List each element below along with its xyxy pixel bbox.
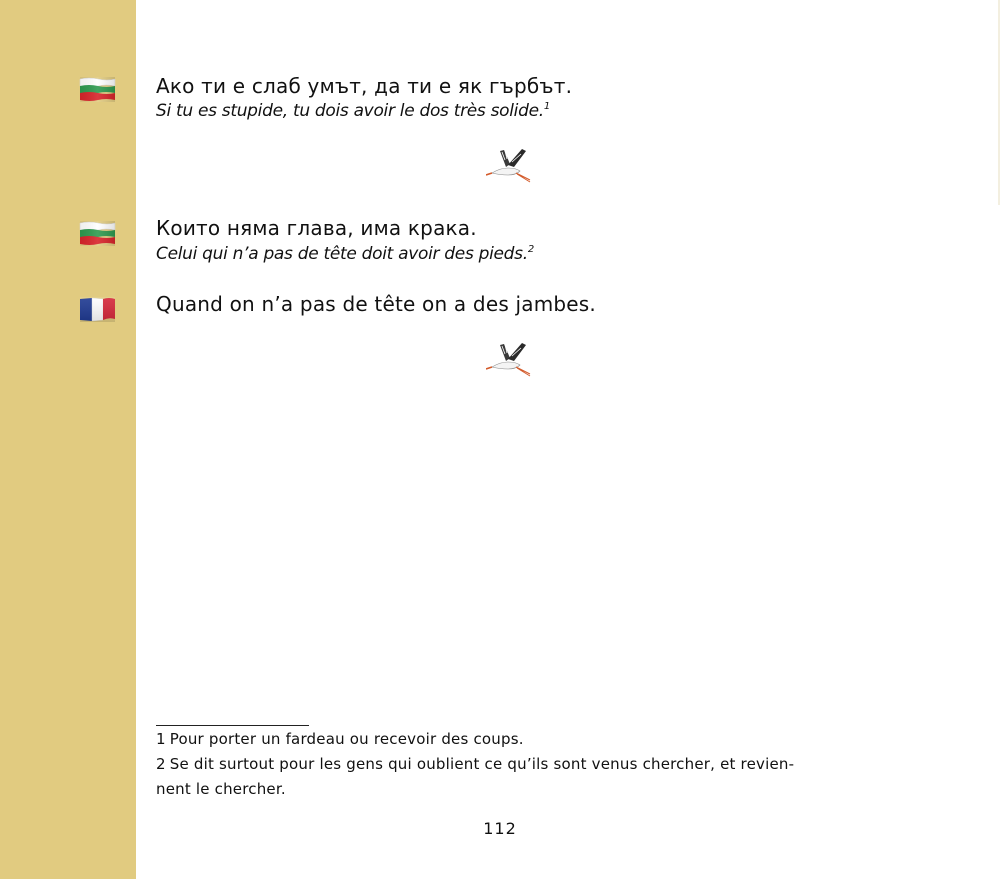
footnote-2-continuation: nent le chercher.	[156, 780, 286, 798]
footnote-ref-1[interactable]: 1	[543, 101, 550, 112]
proverb-french: Quand on n’a pas de tête on a des jambes.	[156, 292, 596, 316]
footnote-text: Se dit surtout pour les gens qui oublient ce qu’ils sont venus chercher, et revien-	[169, 755, 795, 773]
page-number: 112	[483, 819, 517, 838]
translation-french-2	[156, 244, 534, 264]
bulgaria-flag-icon	[79, 221, 116, 246]
footnote-text: Pour porter un fardeau ou recevoir des coups.	[169, 730, 524, 748]
translation-text: Si tu es stupide, tu dois avoir le dos très solide.	[156, 101, 544, 121]
footnote-1	[156, 727, 524, 752]
france-flag-icon	[79, 297, 116, 322]
proverb-bulgarian-1: Ако ти е слаб умът, да ти е як гърбът.	[156, 74, 573, 98]
translation-text: Celui qui n’a pas de tête doit avoir des pieds.	[156, 244, 528, 264]
footnote-number: 2	[156, 755, 166, 773]
footnote-divider	[156, 725, 309, 726]
left-margin-band	[0, 0, 136, 879]
footnote-number: 1	[156, 730, 166, 748]
stork-icon	[486, 341, 532, 377]
bulgaria-flag-icon	[79, 77, 116, 102]
stork-icon	[486, 147, 532, 183]
footnote-2	[156, 752, 794, 777]
translation-french-1	[156, 101, 550, 121]
proverb-bulgarian-2: Които няма глава, има крака.	[156, 216, 477, 240]
footnote-ref-2[interactable]: 2	[527, 244, 534, 255]
